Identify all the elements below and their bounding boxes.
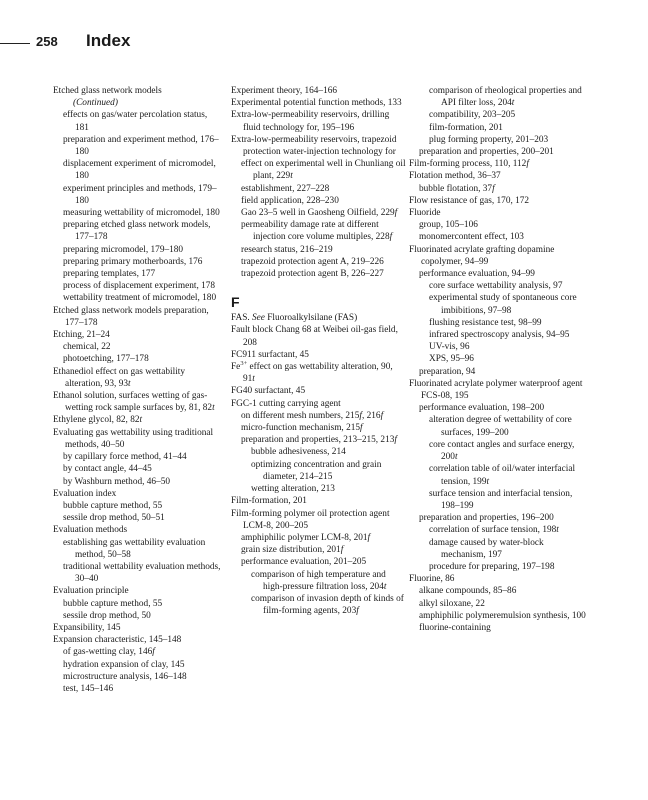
page-number: 258 [36,34,58,49]
index-subentry: Gao 23–5 well in Gaosheng Oilfield, 229f [241,208,398,219]
index-subentry: alteration degree of wettability of core surfaces, 199–200 [429,415,572,438]
index-subentry: preparation, 94 [419,366,476,377]
index-subentry: correlation of surface tension, 198t [429,525,559,536]
index-entry: FAS. See Fluoroalkylsilane (FAS) [231,313,358,324]
index-subentry: UV-vis, 96 [429,342,470,353]
index-subentry: preparing etched glass network models, 177–178 [63,220,211,243]
index-subentry: comparison of high temperature and high-pressure filtration loss, 204t [251,569,387,592]
index-subentry: preparation and experiment method, 176–180 [63,134,219,158]
index-subentry: flushing resistance test, 98–99 [429,317,542,328]
index-subentry: plug forming property, 201–203 [429,134,549,145]
index-entry: Evaluation index [53,488,117,499]
index-entry: Fluorinated acrylate polymer waterproof agent FCS-08, 195 [409,378,583,402]
index-subentry: amphiphilic polymeremulsion synthesis, 100 [419,610,586,621]
index-entry: Expansion characteristic, 145–148 [53,635,182,646]
index-column-1 [53,85,223,695]
index-entry: Experiment theory, 164–166 [231,86,338,96]
index-entry: Expansibility, 145 [53,622,121,633]
index-entry: Evaluating gas wettability using traditional methods, 40–50 [53,427,214,450]
index-subentry: compatibility, 203–205 [429,110,516,121]
index-subentry: group, 105–106 [419,220,478,231]
index-subentry: wetting alteration, 213 [251,484,335,495]
index-subentry: chemical, 22 [63,342,111,353]
index-subentry: sessile drop method, 50 [63,610,151,621]
index-entry: Ethanediol effect on gas wettability alteration, 93, 93t [53,366,186,389]
index-subentry: alkyl siloxane, 22 [419,598,485,609]
index-subentry: bubble flotation, 37f [419,183,495,194]
index-entry: Experimental potential function methods, 133 [231,98,402,109]
index-subentry: experiment principles and methods, 179–180 [63,183,217,206]
index-entry: Extra-low-permeability reservoirs, trapezoid protection water-injection technology for [231,134,397,158]
index-subentry: (Continued) [73,98,118,109]
index-subentry: measuring wettability of micromodel, 180 [63,208,220,219]
index-subentry: permeability damage rate at different injection core volume multiples, 228f [241,220,393,243]
index-entry: Extra-low-permeability reservoirs, drilling fluid technology for, 195–196 [231,110,390,133]
index-column-2 [231,85,406,617]
index-subentry: fluorine-containing [419,622,491,633]
index-subentry: traditional wettability evaluation methods, 30–40 [63,561,221,585]
index-entry: Film-formation, 201 [231,496,307,507]
index-entry: $Fe^{3+}$ effect on gas wettability alteration, 90, 91t [231,359,393,385]
index-subentry: comparison of invasion depth of kinds of film-forming agents, 203f [251,593,404,617]
index-subentry: hydration expansion of clay, 145 [63,659,185,670]
index-subentry: process of displacement experiment, 178 [63,281,216,292]
index-entry: Ethylene glycol, 82, 82t [53,415,143,426]
index-entry: Film-forming process, 110, 112f [409,159,529,170]
index-subentry: research status, 216–219 [241,244,333,255]
index-entry: Etching, 21–24 [53,330,110,341]
index-subentry: XPS, 95–96 [429,354,474,365]
index-subentry: grain size distribution, 201f [241,545,344,556]
index-subentry: procedure for preparing, 197–198 [429,561,555,572]
index-subentry: experimental study of spontaneous core imbibitions, 97–98 [429,293,577,316]
index-subentry: microstructure analysis, 146–148 [63,671,187,682]
index-subentry: micro-function mechanism, 215f [241,423,363,434]
index-subentry: preparation and properties, 200–201 [419,147,554,158]
index-entry: Flow resistance of gas, 170, 172 [409,195,530,206]
index-subentry: by capillary force method, 41–44 [63,452,187,463]
index-subentry: bubble capture method, 55 [63,598,163,609]
section-letter: F [231,294,240,311]
index-subentry: preparing micromodel, 179–180 [63,244,184,255]
index-subentry: photoetching, 177–178 [63,354,149,365]
index-entry: Film-forming polymer oil protection agent LCM-8, 200–205 [231,508,390,531]
index-subentry: preparation and properties, 213–215, 213f [241,435,397,446]
index-subentry: trapezoid protection agent B, 226–227 [241,269,384,280]
index-subentry: alkane compounds, 85–86 [419,586,517,597]
index-subentry: film-formation, 201 [429,122,503,133]
index-subentry: bubble adhesiveness, 214 [251,447,346,458]
header-rule [0,43,30,44]
index-entry: Evaluation methods [53,525,128,536]
index-subentry: effect on experimental well in Chunliang oil plant, 229t [241,159,406,182]
index-subentry: establishment, 227–228 [241,183,330,194]
index-entry: Evaluation principle [53,586,129,597]
index-subentry: field application, 228–230 [241,195,339,206]
index-subentry: comparison of rheological properties and API filter loss, 204t [429,86,582,109]
index-subentry: core surface wettability analysis, 97 [429,281,563,292]
index-subentry: sessile drop method, 50–51 [63,513,165,524]
index-subentry: performance evaluation, 198–200 [419,403,545,414]
index-subentry: infrared spectroscopy analysis, 94–95 [429,330,570,341]
index-entry: Fluorinated acrylate grafting dopamine copolymer, 94–99 [409,244,555,267]
index-subentry: by contact angle, 44–45 [63,464,152,475]
index-subentry: optimizing concentration and grain diameter, 214–215 [251,459,382,482]
index-subentry: effects on gas/water percolation status, 181 [63,110,208,133]
index-entry: Etched glass network models [53,86,162,96]
index-subentry: on different mesh numbers, 215f, 216f [241,410,384,421]
index-subentry: performance evaluation, 94–99 [419,269,535,280]
index-entry: Flotation method, 36–37 [409,171,501,182]
index-subentry: surface tension and interfacial tension, 198–199 [429,488,573,511]
index-subentry: test, 145–146 [63,683,114,694]
index-subentry: wettability treatment of micromodel, 180 [63,293,217,304]
index-subentry: establishing gas wettability evaluation method, 50–58 [63,537,206,560]
index-column-3 [409,85,587,634]
index-subentry: trapezoid protection agent A, 219–226 [241,256,384,267]
index-entry: Fluoride [409,208,441,219]
index-entry: FG40 surfactant, 45 [231,386,306,397]
index-entry: Fault block Chang 68 at Weibei oil-gas field, 208 [231,325,398,348]
index-subentry: performance evaluation, 201–205 [241,557,367,568]
index-subentry: of gas-wetting clay, 146f [63,647,155,658]
index-entry: Etched glass network models preparation, 177–178 [53,305,209,328]
index-subentry: correlation table of oil/water interfacial tension, 199t [429,464,576,487]
index-subentry: preparing primary motherboards, 176 [63,256,203,267]
index-subentry: preparation and properties, 196–200 [419,513,554,524]
index-subentry: amphiphilic polymer LCM-8, 201f [241,532,371,543]
index-subentry: by Washburn method, 46–50 [63,476,171,487]
index-entry: FGC-1 cutting carrying agent [231,398,341,409]
index-subentry: preparing templates, 177 [63,269,156,280]
index-subentry: displacement experiment of micromodel, 180 [63,159,216,182]
index-subentry: bubble capture method, 55 [63,500,163,511]
page-title: Index [86,31,131,50]
index-entry: Fluorine, 86 [409,574,455,585]
index-subentry: core contact angles and surface energy, 200t [429,439,575,463]
index-entry: Ethanol solution, surfaces wetting of gas-wetting rock sample surfaces by, 81, 82t [53,391,215,414]
index-subentry: monomercontent effect, 103 [419,232,524,243]
index-subentry: damage caused by water-block mechanism, 197 [429,537,544,560]
index-entry: FC911 surfactant, 45 [231,349,309,360]
